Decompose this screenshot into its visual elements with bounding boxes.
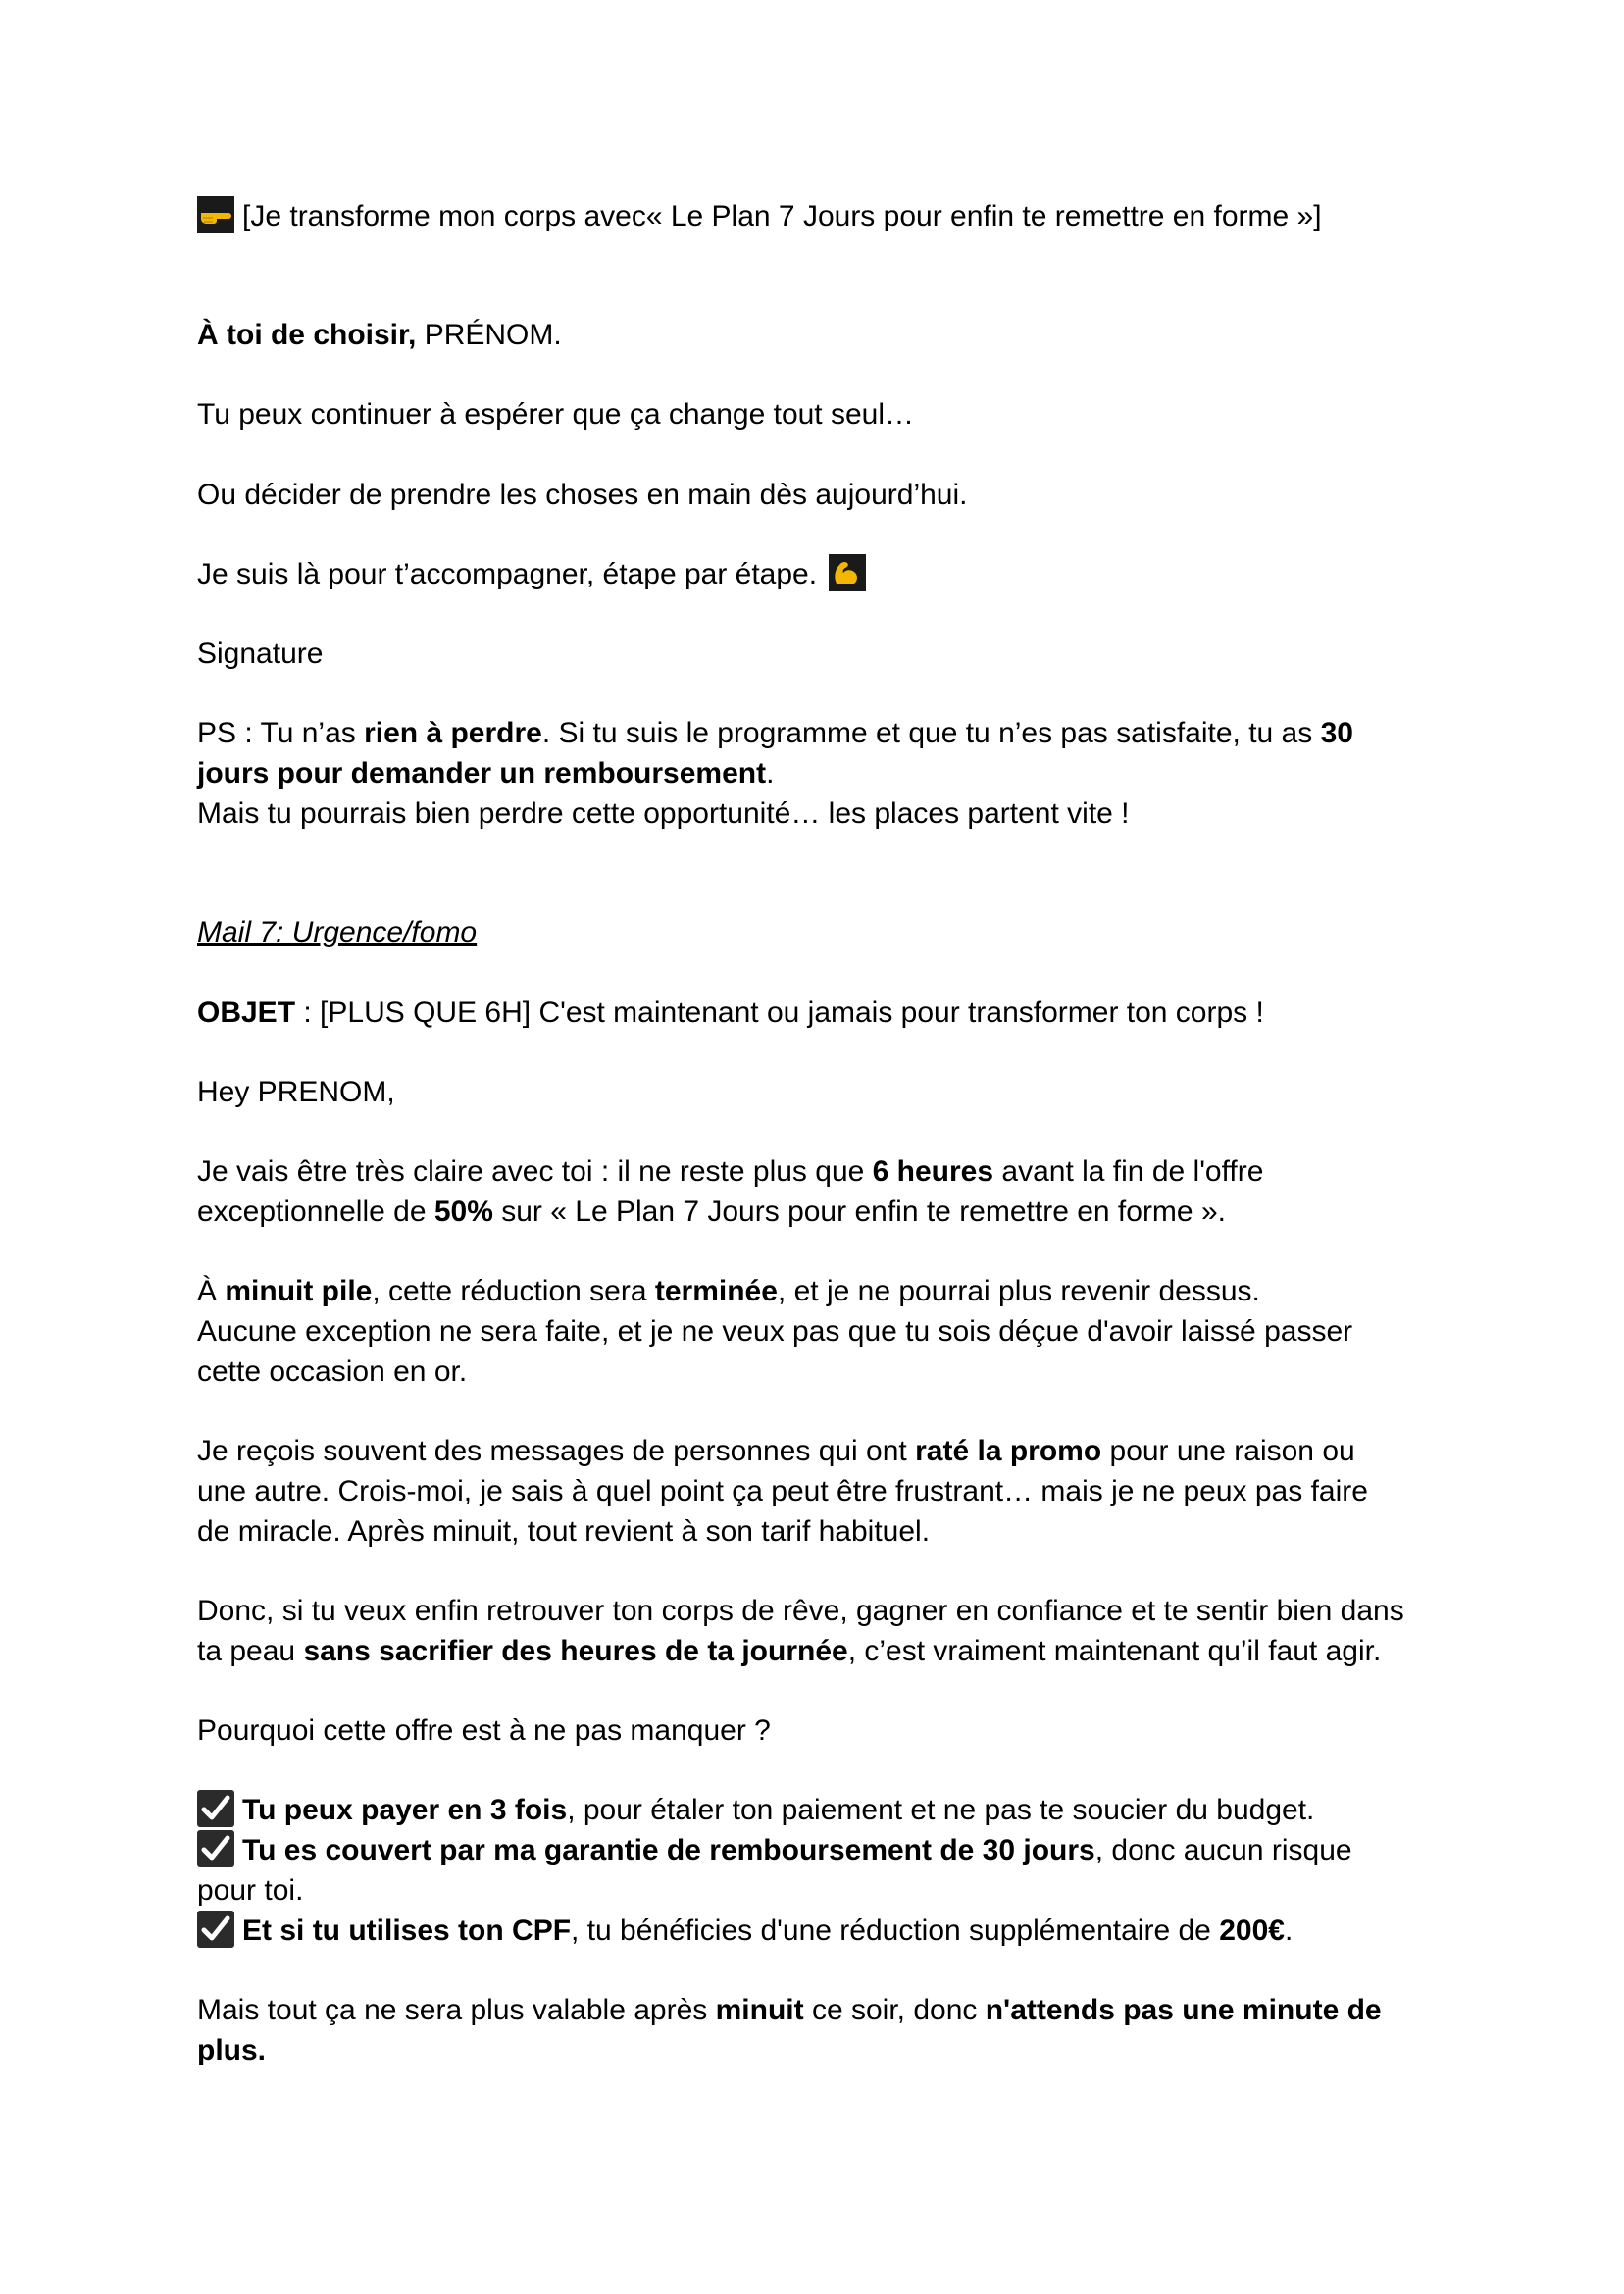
bold-rate-la-promo: raté la promo bbox=[915, 1435, 1102, 1467]
para4-text: ta peau bbox=[197, 1635, 304, 1667]
objet-label: OBJET bbox=[197, 996, 296, 1029]
checklist-item-2 bbox=[197, 1830, 1352, 1870]
checklist-item-2-text: , donc aucun risque bbox=[1094, 1834, 1352, 1866]
check-mark-icon bbox=[197, 1830, 234, 1867]
choose-name: PRÉNOM. bbox=[416, 319, 562, 351]
para2-text-2: , cette réduction sera bbox=[372, 1275, 655, 1307]
checklist-item-1-bold: Tu peux payer en 3 fois bbox=[242, 1794, 568, 1826]
para4-line-2 bbox=[197, 1631, 1381, 1671]
para2-text-3: , et je ne pourrai plus revenir dessus. bbox=[777, 1275, 1260, 1307]
bold-sans-sacrifier: sans sacrifier des heures de ta journée bbox=[303, 1635, 848, 1667]
ps-bold-nothing-to-lose: rien à perdre bbox=[364, 717, 542, 749]
flexed-biceps-icon bbox=[829, 554, 866, 591]
para4-text-2: , c’est vraiment maintenant qu’il faut agir. bbox=[847, 1635, 1382, 1667]
bold-minuit: minuit bbox=[715, 1994, 804, 2026]
para3-line-1 bbox=[197, 1431, 1355, 1471]
final-line-1 bbox=[197, 1990, 1382, 2030]
choose-bold: À toi de choisir, bbox=[197, 319, 417, 351]
bold-minuit-pile: minuit pile bbox=[225, 1275, 373, 1307]
bold-50-percent: 50% bbox=[433, 1196, 493, 1228]
header-text: [Je transforme mon corps avec« Le Plan 7 Jours pour enfin te remettre en forme »] bbox=[242, 200, 1322, 232]
para1-text: Je vais être très claire avec toi : il ne reste plus que bbox=[197, 1155, 873, 1188]
para1-line-1 bbox=[197, 1151, 1263, 1192]
final-text-2: ce soir, donc bbox=[803, 1994, 986, 2026]
bold-6-heures: 6 heures bbox=[872, 1155, 994, 1188]
objet-text: : [PLUS QUE 6H] C'est maintenant ou jamais pour transformer ton corps ! bbox=[295, 996, 1264, 1029]
pointing-hand-icon bbox=[197, 196, 234, 233]
bold-plus: plus. bbox=[197, 2034, 267, 2066]
checklist-item-2-cont: pour toi. bbox=[197, 1874, 304, 1907]
bold-200-euros: 200€ bbox=[1219, 1914, 1285, 1947]
ps-line-2 bbox=[197, 753, 774, 793]
question: Pourquoi cette offre est à ne pas manquer ? bbox=[197, 1714, 771, 1747]
para2-line-2: Aucune exception ne sera faite, et je ne veux pas que tu sois déçue d'avoir laissé passer bbox=[197, 1315, 1353, 1348]
mail-7-title: Mail 7: Urgence/fomo bbox=[197, 916, 478, 948]
para1-text-3: exceptionnelle de bbox=[197, 1196, 434, 1228]
ps-bold-refund: jours pour demander un remboursement bbox=[197, 757, 767, 790]
final-text: Mais tout ça ne sera plus valable après bbox=[197, 1994, 716, 2026]
check-mark-icon bbox=[197, 1911, 234, 1948]
para3-text: Je reçois souvent des messages de personnes qui ont bbox=[197, 1435, 916, 1467]
bold-terminee: terminée bbox=[654, 1275, 778, 1307]
para3-line-3: de miracle. Après minuit, tout revient à son tarif habituel. bbox=[197, 1515, 931, 1548]
ps-text: PS : Tu n’as bbox=[197, 717, 365, 749]
paragraph-2: Ou décider de prendre les choses en main dès aujourd’hui. bbox=[197, 479, 968, 511]
para1-line-2 bbox=[197, 1192, 1226, 1232]
para1-text-2: avant la fin de l'offre bbox=[993, 1155, 1264, 1188]
bold-n-attends-pas: n'attends pas une minute de bbox=[985, 1994, 1382, 2026]
objet-line bbox=[197, 993, 1264, 1033]
greeting: Hey PRENOM, bbox=[197, 1076, 395, 1108]
final-line-2 bbox=[197, 2030, 266, 2070]
checklist-item-3-bold: Et si tu utilises ton CPF bbox=[242, 1914, 572, 1947]
para2-text: À bbox=[197, 1275, 226, 1307]
ps-line-1 bbox=[197, 713, 1353, 753]
para1-text-4: sur « Le Plan 7 Jours pour enfin te remettre en forme ». bbox=[492, 1196, 1226, 1228]
checklist-item-3-end: . bbox=[1284, 1914, 1294, 1947]
checklist-item-3-text: , tu bénéficies d'une réduction supplémentaire de bbox=[571, 1914, 1220, 1947]
paragraph-1: Tu peux continuer à espérer que ça change tout seul… bbox=[197, 398, 915, 431]
checklist-item-3 bbox=[197, 1911, 1293, 1951]
signature: Signature bbox=[197, 637, 324, 670]
ps-line-3: Mais tu pourrais bien perdre cette opportunité… les places partent vite ! bbox=[197, 797, 1130, 830]
check-mark-icon bbox=[197, 1790, 234, 1827]
ps-text-2: . Si tu suis le programme et que tu n’es pas satisfaite, tu as bbox=[541, 717, 1321, 749]
para2-line-1 bbox=[197, 1271, 1260, 1311]
ps-period: . bbox=[766, 757, 775, 790]
checklist-item-1 bbox=[197, 1790, 1314, 1830]
ps-bold-30: 30 bbox=[1320, 717, 1353, 749]
paragraph-3-text: Je suis là pour t’accompagner, étape par étape. bbox=[197, 558, 818, 590]
para3-line-2: une autre. Crois-moi, je sais à quel point ça peut être frustrant… mais je ne peux pas faire bbox=[197, 1475, 1368, 1507]
checklist-item-1-text: , pour étaler ton paiement et ne pas te soucier du budget. bbox=[567, 1794, 1315, 1826]
choose-line bbox=[197, 315, 562, 355]
checklist-item-2-bold: Tu es couvert par ma garantie de remboursement de 30 jours bbox=[242, 1834, 1095, 1866]
para3-text-2: pour une raison ou bbox=[1101, 1435, 1355, 1467]
para2-line-3: cette occasion en or. bbox=[197, 1355, 468, 1388]
header-line bbox=[197, 196, 1322, 236]
para4-line-1: Donc, si tu veux enfin retrouver ton corps de rêve, gagner en confiance et te sentir bien dans bbox=[197, 1595, 1404, 1627]
paragraph-3 bbox=[197, 554, 874, 594]
